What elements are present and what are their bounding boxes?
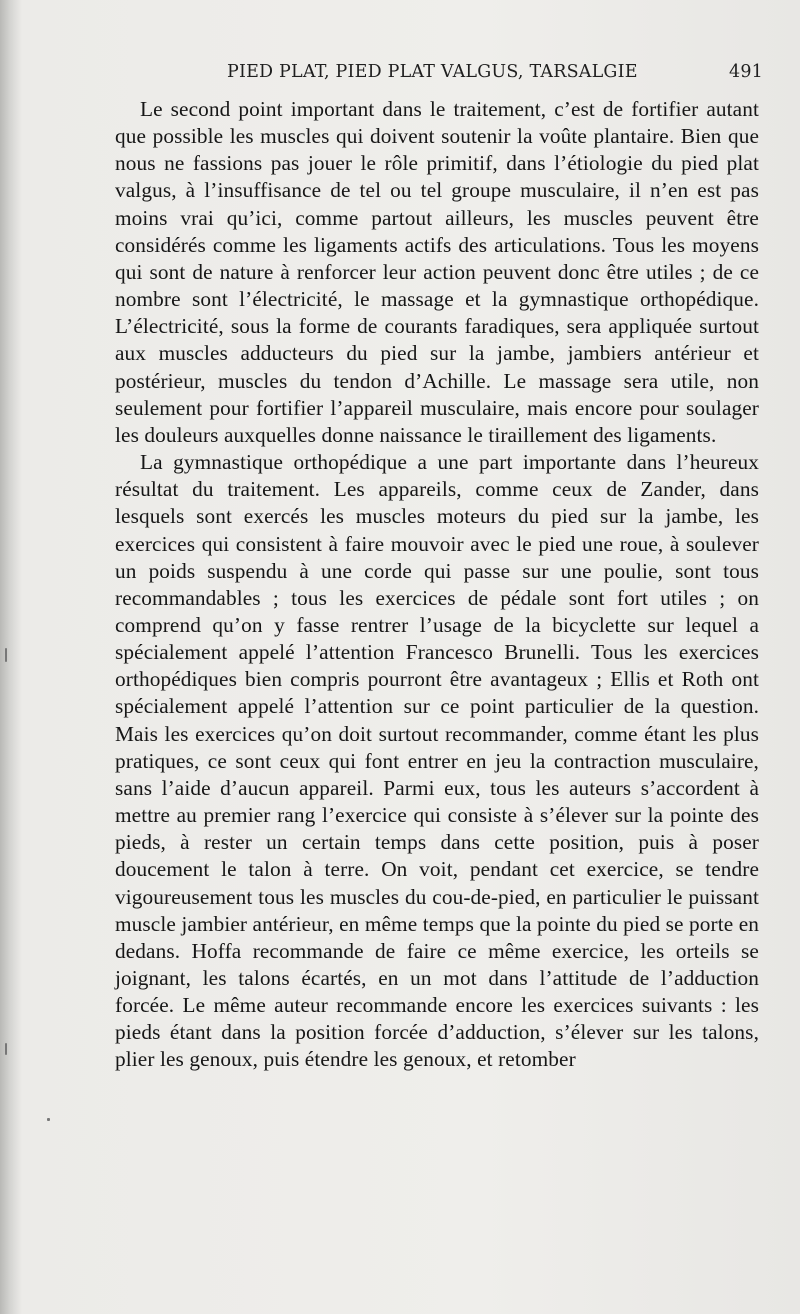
margin-mark: [5, 648, 7, 662]
body-text: [115, 96, 759, 1074]
paragraph: La gymnastique orthopédique a une part importante dans l’heureux résultat du traitement. Les appareils, comme ceux de Zander, dans lesquels sont exercés les muscles moteurs du pied sur la jambe, les exercices qui consistent à faire mouvoir avec le pied une roue, à soulever un poids suspendu à une corde qui passe sur une poulie, sont tous recommandables ; tous les exercices de pédale sont fort utiles ; on comprend qu’on y fasse rentrer l’usage de la bicyclette sur lequel a spécialement appelé l’attention Francesco Brunelli. Tous les exercices orthopédiques bien compris pourront être avantageux ; Ellis et Roth ont spécialement appelé l’attention sur ce point particulier de la question. Mais les exercices qu’on doit surtout recommander, comme étant les plus pratiques, ce sont ceux qui font entrer en jeu la contraction musculaire, sans l’aide d’aucun appareil. Parmi eux, tous les auteurs s’accordent à mettre au premier rang l’exercice qui consiste à s’élever sur la pointe des pieds, à rester un certain temps dans cette position, puis à poser doucement le talon à terre. On voit, pendant cet exercice, se tendre vigoureusement tous les muscles du cou-de-pied, en particulier le puissant muscle jambier antérieur, en même temps que la pointe du pied se porte en dedans. Hoffa recommande de faire ce même exercice, les orteils se joignant, les talons écartés, en un mot dans l’attitude de l’adduction forcée. Le même auteur recommande encore les exercices suivants : les pieds étant dans la position forcée d’adduction, s’élever sur les talons, plier les genoux, puis étendre les genoux, et retomber: [115, 450, 759, 1072]
running-header: [115, 62, 765, 90]
binding-shadow: [0, 0, 22, 1314]
paragraph: Le second point important dans le traitement, c’est de fortifier autant que possible les muscles qui doivent soutenir la voûte plantaire. Bien que nous ne fassions pas jouer le rôle primitif, dans l’étiologie du pied plat valgus, à l’insuffisance de tel ou tel groupe musculaire, il n’en est pas moins vrai qu’ici, comme partout ailleurs, les muscles peuvent être considérés comme les ligaments actifs des articulations. Tous les moyens qui sont de nature à renforcer leur action peuvent donc être utiles ; de ce nombre sont l’électricité, le massage et la gymnastique orthopédique. L’électricité, sous la forme de courants faradiques, sera appliquée surtout aux muscles adducteurs du pied sur la jambe, jambiers antérieur et postérieur, muscles du tendon d’Achille. Le massage sera utile, non seulement pour fortifier l’appareil musculaire, mais encore pour soulager les douleurs auxquelles donne naissance le tiraillement des ligaments.: [115, 97, 759, 447]
running-title: PIED PLAT, PIED PLAT VALGUS, TARSALGIE: [227, 62, 638, 82]
margin-mark: [5, 1043, 7, 1055]
margin-mark: [47, 1118, 50, 1121]
page-number: 491: [728, 62, 763, 82]
